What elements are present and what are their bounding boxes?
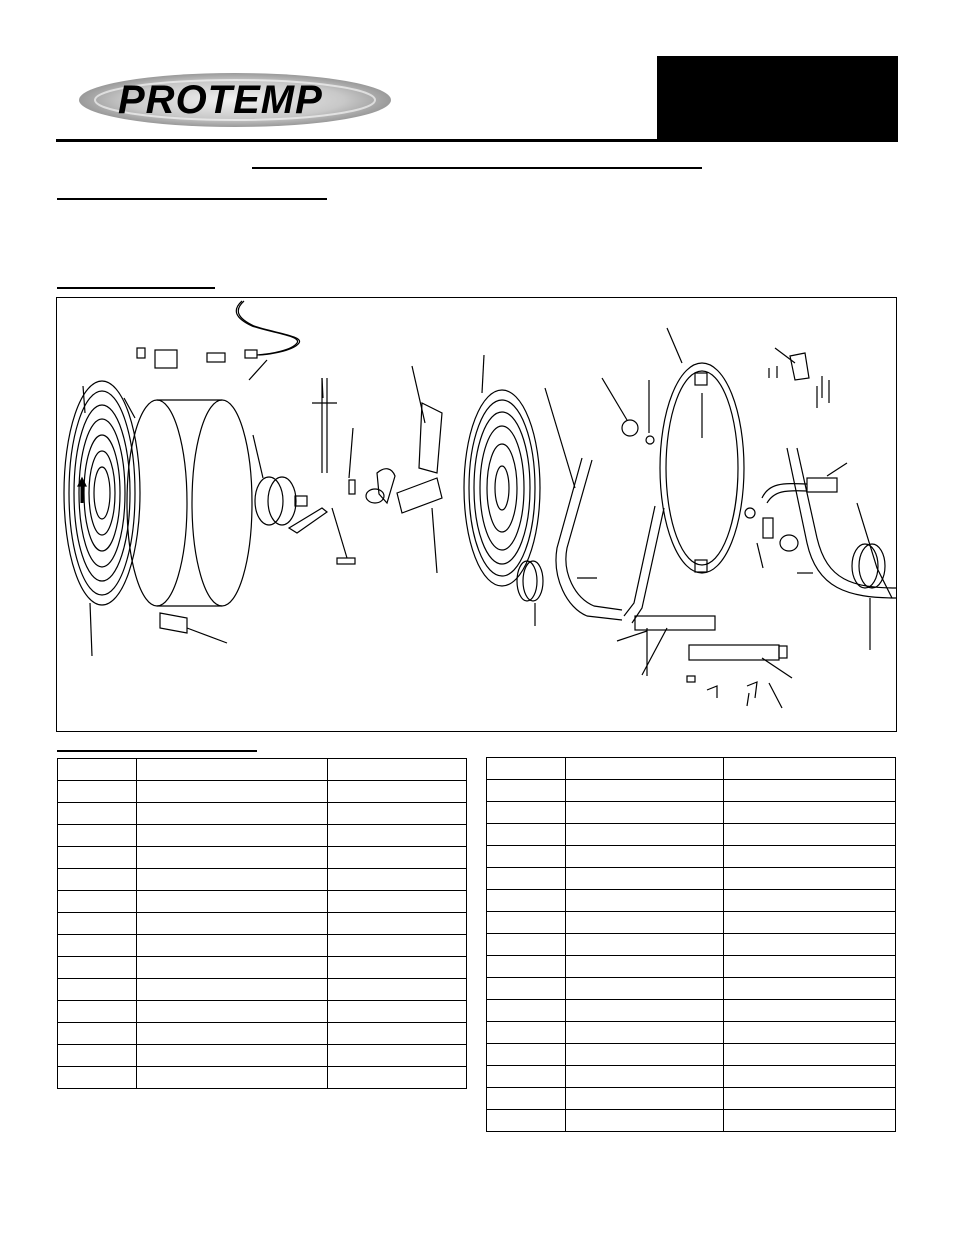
screw-icon xyxy=(577,348,829,578)
table-row xyxy=(58,1045,467,1067)
table-row xyxy=(487,978,896,1000)
table-row xyxy=(58,891,467,913)
exploded-view-drawing xyxy=(57,298,896,731)
switch-icon xyxy=(137,348,257,368)
table-row xyxy=(487,912,896,934)
table-row xyxy=(58,825,467,847)
parts-list-heading-underline xyxy=(57,750,257,752)
hardware-icon xyxy=(617,628,792,708)
table-row xyxy=(58,979,467,1001)
table-row xyxy=(487,934,896,956)
motor-icon xyxy=(253,435,327,533)
brand-name: PROTEMP xyxy=(118,78,323,122)
shaft-icon xyxy=(312,378,355,564)
table-row xyxy=(58,869,467,891)
table-row xyxy=(58,803,467,825)
header-black-box xyxy=(657,56,898,142)
section-underline xyxy=(57,198,327,200)
table-row xyxy=(58,935,467,957)
table-row xyxy=(58,913,467,935)
exploded-view-diagram xyxy=(56,297,897,732)
table-row xyxy=(487,802,896,824)
table-row xyxy=(58,1067,467,1089)
table-row xyxy=(487,956,896,978)
header-rule xyxy=(56,139,657,142)
fan-blade-icon xyxy=(366,366,442,573)
handle-icon xyxy=(757,448,896,598)
table-row xyxy=(487,1066,896,1088)
table-row xyxy=(58,1001,467,1023)
table-row xyxy=(487,1022,896,1044)
table-row xyxy=(487,758,896,780)
table-row xyxy=(487,1000,896,1022)
title-underline xyxy=(252,167,702,169)
table-row xyxy=(58,781,467,803)
table-row xyxy=(487,1110,896,1132)
table-row xyxy=(487,780,896,802)
table-row xyxy=(58,759,467,781)
table-row xyxy=(487,1044,896,1066)
fan-drum-icon xyxy=(127,400,252,633)
table-row xyxy=(487,868,896,890)
table-row xyxy=(58,1023,467,1045)
table-row xyxy=(487,1088,896,1110)
table-row xyxy=(58,847,467,869)
table-row xyxy=(487,846,896,868)
front-grille-icon xyxy=(64,381,140,605)
ring-stand-icon xyxy=(660,328,744,573)
diagram-heading-underline xyxy=(57,287,215,289)
table-row xyxy=(487,824,896,846)
table-row xyxy=(487,890,896,912)
power-cord-icon xyxy=(236,301,299,380)
parts-list-table-left xyxy=(57,758,467,1089)
table-row xyxy=(58,957,467,979)
rear-grille-icon xyxy=(464,355,540,586)
parts-list-table-right xyxy=(486,757,896,1132)
